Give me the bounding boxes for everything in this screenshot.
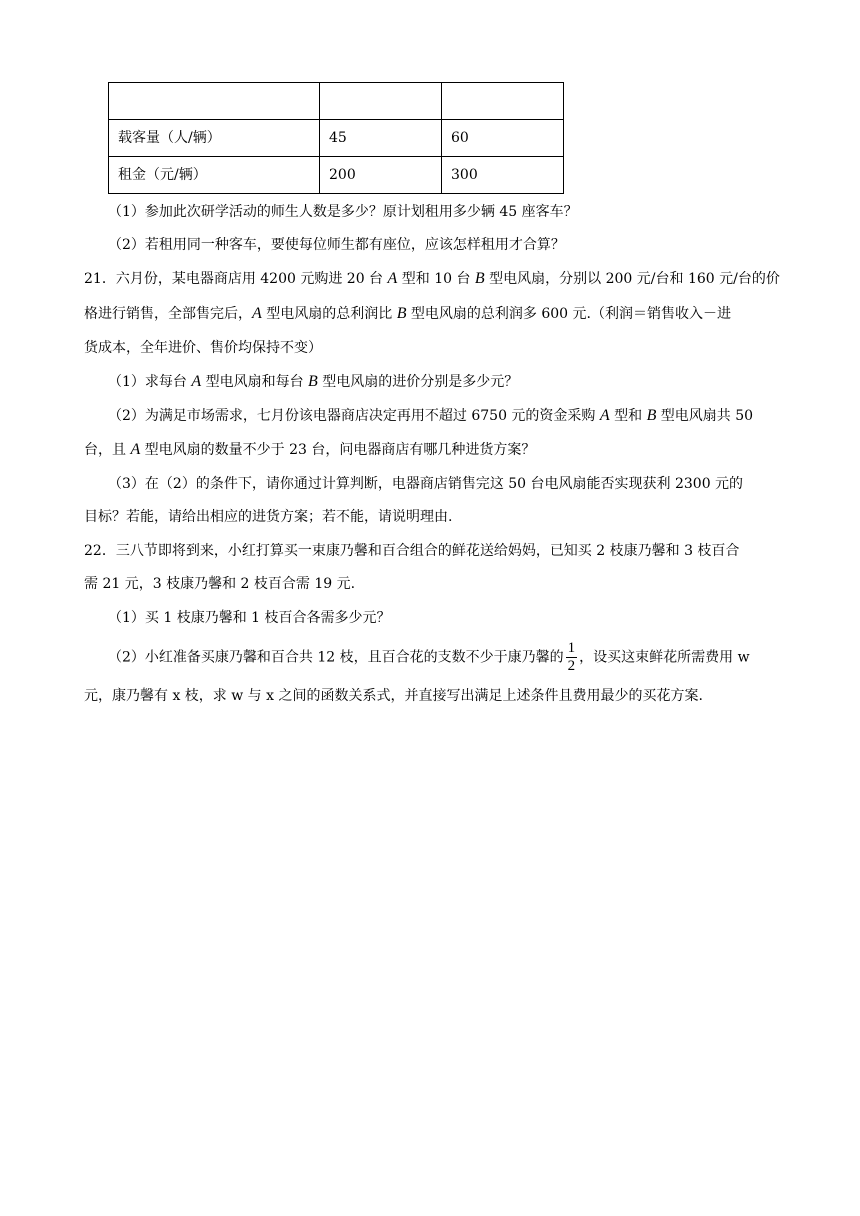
q20-part2: （2）若租用同一种客车，要使每位师生都有座位，应该怎样租用才合算？ xyxy=(108,237,565,253)
text: 台，且 xyxy=(84,442,131,458)
q21-line3: 货成本，全年进价、售价均保持不变） xyxy=(84,340,322,356)
q22-part1: （1）买 1 枝康乃馨和 1 枝百合各需多少元？ xyxy=(108,610,391,626)
bus-rental-table xyxy=(108,82,564,194)
q22-part2-cont: 元，康乃馨有 x 枝，求 w 与 x 之间的函数关系式，并直接写出满足上述条件且费用最少的买花方案. xyxy=(84,688,703,704)
table-cell xyxy=(320,83,442,120)
table-cell: 载客量（人/辆） xyxy=(109,120,320,157)
q21-line1 xyxy=(84,269,780,289)
q21-part1 xyxy=(108,372,518,392)
table-cell xyxy=(109,83,320,120)
variable-b: B xyxy=(474,270,485,287)
q22-part2 xyxy=(108,640,750,675)
variable-a: A xyxy=(599,407,610,424)
fraction-numerator: 1 xyxy=(567,640,576,656)
variable-b: B xyxy=(646,407,657,424)
q21-part2 xyxy=(108,406,753,426)
text: 21．六月份，某电器商店用 4200 元购进 20 台 xyxy=(84,271,388,287)
q21-part2-cont xyxy=(84,440,535,460)
table-cell: 45 xyxy=(320,120,442,157)
text: 型电风扇的数量不少于 23 台，问电器商店有哪几种进货方案？ xyxy=(140,442,536,458)
text: 型和 10 台 xyxy=(397,271,475,287)
variable-b: B xyxy=(396,305,407,322)
variable-a: A xyxy=(191,373,202,390)
text: 型电风扇和每台 xyxy=(201,374,309,390)
q21-part3-cont: 目标？若能，请给出相应的进货方案；若不能，请说明理由. xyxy=(84,509,453,525)
table-cell: 60 xyxy=(442,120,564,157)
variable-a: A xyxy=(387,270,398,287)
fraction-one-half xyxy=(566,640,578,675)
text: （1）求每台 xyxy=(108,374,192,390)
text: （2）为满足市场需求，七月份该电器商店决定再用不超过 6750 元的资金采购 xyxy=(108,408,600,424)
variable-a: A xyxy=(252,305,262,322)
table-cell: 租金（元/辆） xyxy=(109,157,320,194)
text: 型电风扇的总利润比 xyxy=(261,306,397,322)
table-cell: 300 xyxy=(442,157,564,194)
text: 格进行销售，全部售完后， xyxy=(84,306,252,322)
text: 型电风扇共 50 xyxy=(656,408,754,424)
variable-a: A xyxy=(130,441,141,458)
q22-line1: 22．三八节即将到来，小红打算买一束康乃馨和百合组合的鲜花送给妈妈，已知买 2 枝康乃馨和 3 枝百合 xyxy=(84,543,740,559)
table-cell: 200 xyxy=(320,157,442,194)
text: 型电风扇，分别以 200 元/台和 160 元/台的价 xyxy=(484,271,780,287)
table-row xyxy=(109,157,564,194)
q21-part3: （3）在（2）的条件下，请你通过计算判断，电器商店销售完这 50 台电风扇能否实现获利 2300 元的 xyxy=(108,476,744,492)
text: ，设买这束鲜花所需费用 w xyxy=(579,649,750,666)
text: 型电风扇的进价分别是多少元？ xyxy=(317,374,519,390)
table-cell xyxy=(442,83,564,120)
text: 型电风扇的总利润多 600 元.（利润＝销售收入－进 xyxy=(406,306,731,322)
fraction-denominator: 2 xyxy=(567,658,576,674)
q20-part1: （1）参加此次研学活动的师生人数是多少？原计划租用多少辆 45 座客车？ xyxy=(108,204,578,220)
table-row xyxy=(109,120,564,157)
q22-line2: 需 21 元，3 枝康乃馨和 2 枝百合需 19 元. xyxy=(84,576,356,592)
text: （2）小红准备买康乃馨和百合共 12 枝，且百合花的支数不少于康乃馨的 xyxy=(108,649,564,666)
text: 型和 xyxy=(609,408,647,424)
q21-line2 xyxy=(84,304,731,324)
variable-b: B xyxy=(308,373,318,390)
table-header-row xyxy=(109,83,564,120)
